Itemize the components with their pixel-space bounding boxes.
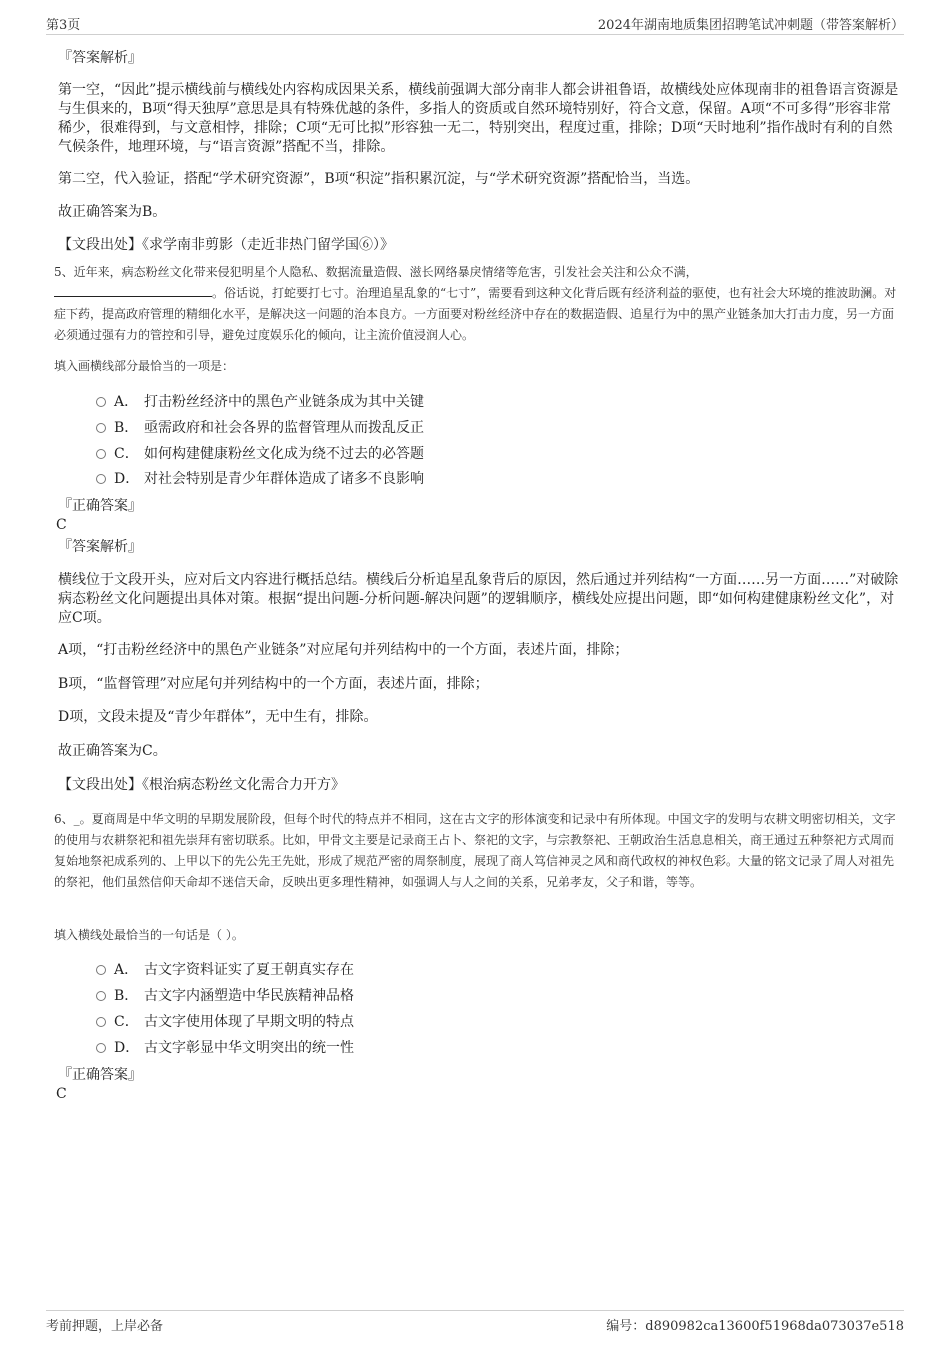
option-text: 对社会特别是青少年群体造成了诸多不良影响 <box>144 471 424 487</box>
q4-analysis-para2: 第二空，代入验证，搭配“学术研究资源”，B项“积淀”指积累沉淀，与“学术研究资源”搭配恰当，当选。 <box>58 171 700 187</box>
option-text: 如何构建健康粉丝文化成为绕不过去的必答题 <box>144 446 424 462</box>
radio-icon[interactable] <box>96 423 106 433</box>
radio-icon[interactable] <box>96 1043 106 1053</box>
radio-icon[interactable] <box>96 474 106 484</box>
q6-stem: 6、_。夏商周是中华文明的早期发展阶段，但每个时代的特点并不相同，这在古文字的形体演变和记录中有所体现。中国文字的发明与农耕文明密切相关，文字的使用与农耕祭祀和祖先崇拜有密切联系。比如，甲骨文主要是记录商王占卜、祭祀的文字，与宗教祭祀、王朝政治生活息息相关，商王通过五种祭祀方式周而复始地祭祀成系列的、上甲以下的先公先王先妣，形成了规范严密的周祭制度，展现了商人笃信神灵之风和商代政权的神权色彩。大量的铭文记录了周人对祖先的祭祀，他们虽然信仰天命却不迷信天命，反映出更多理性精神，如强调人与人之间的关系，兄弟孝友，父子和谐，等等。 <box>54 812 896 889</box>
option-text: 古文字内涵塑造中华民族精神品格 <box>144 988 354 1004</box>
q5-analysis-label: 『答案解析』 <box>58 539 142 555</box>
option-letter: C． <box>114 446 139 462</box>
q5-option-d[interactable] <box>96 470 424 489</box>
radio-icon[interactable] <box>96 449 106 459</box>
q5-analysis-para1: 横线位于文段开头，应对后文内容进行概括总结。横线后分析追星乱象背后的原因，然后通过并列结构“一方面……另一方面……”对破除病态粉丝文化问题提出具体对策。根据“提出问题-分析问题-解决问题”的逻辑顺序，横线处应提出问题，即“如何构建健康粉丝文化”，对应C项。 <box>58 572 899 626</box>
q4-source: 【文段出处】《求学南非剪影（走近非热门留学国⑥）》 <box>58 237 394 253</box>
q5-stem <box>54 262 904 346</box>
radio-icon[interactable] <box>96 1017 106 1027</box>
q5-analysis-para4: D项，文段未提及“青少年群体”，无中生有，排除。 <box>58 709 378 725</box>
q5-stem-rest: 。俗话说，打蛇要打七寸。治理追星乱象的“七寸”，需要看到这种文化背后既有经济利益的驱使，也有社会大环境的推波助澜。对症下药，提高政府管理的精细化水平，是解决这一问题的治本良方。一方面要对粉丝经济中存在的数据造假、追星行为中的黑产业链条加大打击力度，另一方面必须通过强有力的管控和引导，避免过度娱乐化的倾向，让主流价值浸润人心。 <box>54 286 897 342</box>
q5-stem-start: 5、近年来，病态粉丝文化带来侵犯明星个人隐私、数据流量造假、滋长网络暴戾情绪等危害，引发社会关注和公众不满， <box>54 265 698 279</box>
option-text: 古文字资料证实了夏王朝真实存在 <box>144 962 354 978</box>
q6-prompt: 填入横线处最恰当的一句话是（ ）。 <box>54 928 244 942</box>
radio-icon[interactable] <box>96 991 106 1001</box>
q6-answer: C <box>56 1086 67 1102</box>
option-letter: C． <box>114 1014 139 1030</box>
option-text: 打击粉丝经济中的黑色产业链条成为其中关键 <box>144 394 424 410</box>
q5-prompt: 填入画横线部分最恰当的一项是： <box>54 359 235 373</box>
q5-conclusion: 故正确答案为C。 <box>58 743 167 759</box>
footer-id: 编号：d890982ca13600f51968da073037e518 <box>606 1319 904 1334</box>
option-letter: A． <box>114 394 139 410</box>
radio-icon[interactable] <box>96 965 106 975</box>
q5-analysis-para2: A项，“打击粉丝经济中的黑色产业链条”对应尾句并列结构中的一个方面，表述片面，排除； <box>58 642 629 658</box>
q6-option-b[interactable] <box>96 987 354 1006</box>
document-title: 2024年湖南地质集团招聘笔试冲刺题（带答案解析） <box>597 18 904 33</box>
q5-analysis-para3: B项，“监督管理”对应尾句并列结构中的一个方面，表述片面，排除； <box>58 676 489 692</box>
option-letter: B． <box>114 420 139 436</box>
option-letter: A． <box>114 962 139 978</box>
q6-option-d[interactable] <box>96 1039 354 1058</box>
radio-icon[interactable] <box>96 397 106 407</box>
q5-blank <box>54 284 212 297</box>
q5-source: 【文段出处】《根治病态粉丝文化需合力开方》 <box>58 777 345 793</box>
footer-slogan: 考前押题，上岸必备 <box>46 1319 164 1334</box>
q5-answer-label: 『正确答案』 <box>58 498 142 514</box>
q5-option-a[interactable] <box>96 393 424 412</box>
q5-option-c[interactable] <box>96 445 424 464</box>
q5-option-b[interactable] <box>96 419 424 438</box>
q4-analysis-para1: 第一空，“因此”提示横线前与横线处内容构成因果关系，横线前强调大部分南非人都会讲祖鲁语，故横线处应体现南非的祖鲁语言资源是与生俱来的，B项“得天独厚”意思是具有特殊优越的条件，多指人的资质或自然环境特别好，符合文意，保留。A项“不可多得”形容非常稀少，很难得到，与文意相悖，排除；C项“无可比拟”形容独一无二，特别突出，程度过重，排除；D项“天时地利”指作战时有利的自然气候条件，地理环境，与“语言资源”搭配不当，排除。 <box>58 82 899 155</box>
page-header <box>46 14 904 35</box>
q4-analysis-label: 『答案解析』 <box>58 50 142 66</box>
option-letter: D． <box>114 471 140 487</box>
page-footer <box>46 1310 904 1335</box>
q5-answer: C <box>56 517 67 533</box>
option-letter: D． <box>114 1040 140 1056</box>
option-text: 亟需政府和社会各界的监督管理从而拨乱反正 <box>144 420 424 436</box>
q6-option-c[interactable] <box>96 1013 354 1032</box>
option-letter: B． <box>114 988 139 1004</box>
option-text: 古文字彰显中华文明突出的统一性 <box>144 1040 354 1056</box>
q6-option-a[interactable] <box>96 961 354 980</box>
q6-answer-label: 『正确答案』 <box>58 1067 142 1083</box>
page-number: 第3页 <box>46 18 81 33</box>
q4-conclusion: 故正确答案为B。 <box>58 204 167 220</box>
option-text: 古文字使用体现了早期文明的特点 <box>144 1014 354 1030</box>
